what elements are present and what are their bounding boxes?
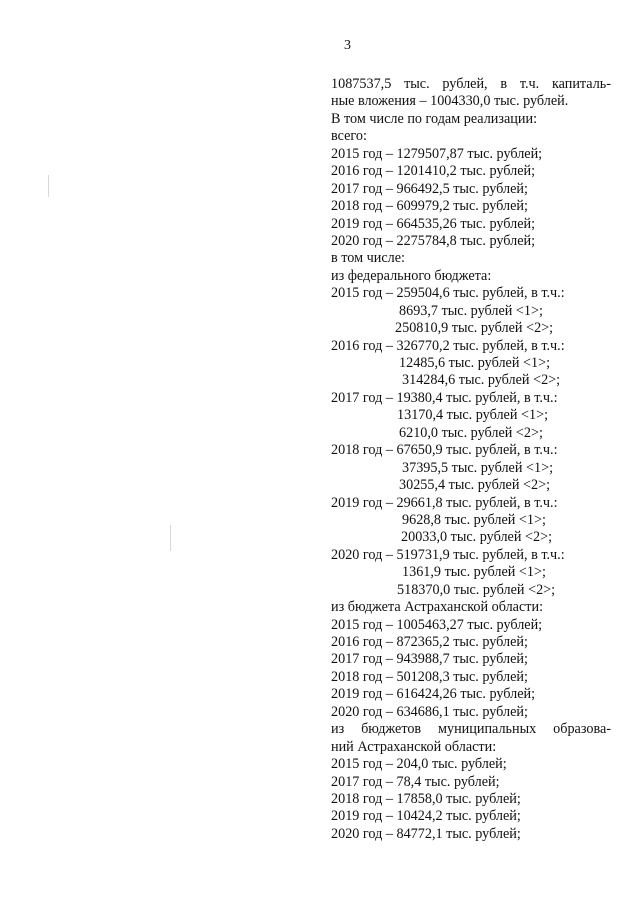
- scan-margin-mark-mid: [170, 525, 171, 551]
- text-line: 2018 год – 501208,3 тыс. рублей;: [331, 668, 528, 685]
- text-line: 2015 год – 204,0 тыс. рублей;: [331, 756, 507, 773]
- text-line: 9628,8 тыс. рублей <1>;: [402, 511, 546, 528]
- text-line: В том числе по годам реализации:: [331, 110, 538, 127]
- text-line: 518370,0 тыс. рублей <2>;: [397, 581, 556, 598]
- text-line: 1361,9 тыс. рублей <1>;: [402, 564, 546, 581]
- text-line: 20033,0 тыс. рублей <2>;: [401, 529, 553, 546]
- page-number: 3: [344, 38, 351, 53]
- text-line: 2016 год – 1201410,2 тыс. рублей;: [331, 163, 536, 180]
- text-line: 314284,6 тыс. рублей <2>;: [402, 372, 561, 389]
- text-line: 2018 год – 609979,2 тыс. рублей;: [331, 198, 528, 215]
- text-line: 2018 год – 67650,9 тыс. рублей, в т.ч.:: [331, 442, 558, 459]
- text-line: 2017 год – 19380,4 тыс. рублей, в т.ч.:: [331, 389, 558, 406]
- text-line: всего:: [331, 128, 367, 145]
- scan-margin-mark-left: [48, 175, 49, 197]
- text-line: 2015 год – 259504,6 тыс. рублей, в т.ч.:: [331, 285, 565, 302]
- text-line: 2019 год – 29661,8 тыс. рублей, в т.ч.:: [331, 494, 558, 511]
- text-line: 2019 год – 10424,2 тыс. рублей;: [331, 808, 521, 825]
- text-line: 2016 год – 326770,2 тыс. рублей, в т.ч.:: [331, 337, 565, 354]
- text-line: 13170,4 тыс. рублей <1>;: [397, 407, 549, 424]
- text-line: 2020 год – 519731,9 тыс. рублей, в т.ч.:: [331, 546, 565, 563]
- text-line: 1087537,5 тыс. рублей, в т.ч. капиталь-: [331, 76, 611, 92]
- text-line: ний Астраханской области:: [331, 738, 497, 755]
- text-line: 2020 год – 634686,1 тыс. рублей;: [331, 703, 528, 720]
- text-line: ные вложения – 1004330,0 тыс. рублей.: [331, 93, 569, 110]
- text-line: из федерального бюджета:: [331, 267, 492, 284]
- text-line: 2016 год – 872365,2 тыс. рублей;: [331, 634, 528, 650]
- text-line: 2020 год – 2275784,8 тыс. рублей;: [331, 232, 536, 249]
- text-line: 30255,4 тыс. рублей <2>;: [399, 477, 551, 494]
- text-line: 2017 год – 943988,7 тыс. рублей;: [331, 651, 528, 668]
- text-line: 2015 год – 1279507,87 тыс. рублей;: [331, 145, 543, 162]
- text-line: 6210,0 тыс. рублей <2>;: [399, 424, 543, 441]
- text-line: из бюджета Астраханской области:: [331, 599, 544, 616]
- text-line: 2019 год – 616424,26 тыс. рублей;: [331, 686, 536, 703]
- text-line: из бюджетов муниципальных образова-: [331, 721, 611, 738]
- text-line: 37395,5 тыс. рублей <1>;: [402, 459, 554, 476]
- text-line: в том числе:: [331, 250, 405, 267]
- text-line: 250810,9 тыс. рублей <2>;: [395, 320, 554, 337]
- text-line: 2020 год – 84772,1 тыс. рублей;: [331, 825, 521, 842]
- text-line: 12485,6 тыс. рублей <1>;: [399, 355, 551, 371]
- text-line: 2019 год – 664535,26 тыс. рублей;: [331, 215, 536, 232]
- text-line: 8693,7 тыс. рублей <1>;: [399, 302, 543, 319]
- text-line: 2018 год – 17858,0 тыс. рублей;: [331, 790, 521, 807]
- text-line: 2017 год – 78,4 тыс. рублей;: [331, 773, 500, 790]
- text-line: 2017 год – 966492,5 тыс. рублей;: [331, 180, 528, 197]
- text-line: 2015 год – 1005463,27 тыс. рублей;: [331, 616, 543, 633]
- funding-text-block: [331, 76, 611, 843]
